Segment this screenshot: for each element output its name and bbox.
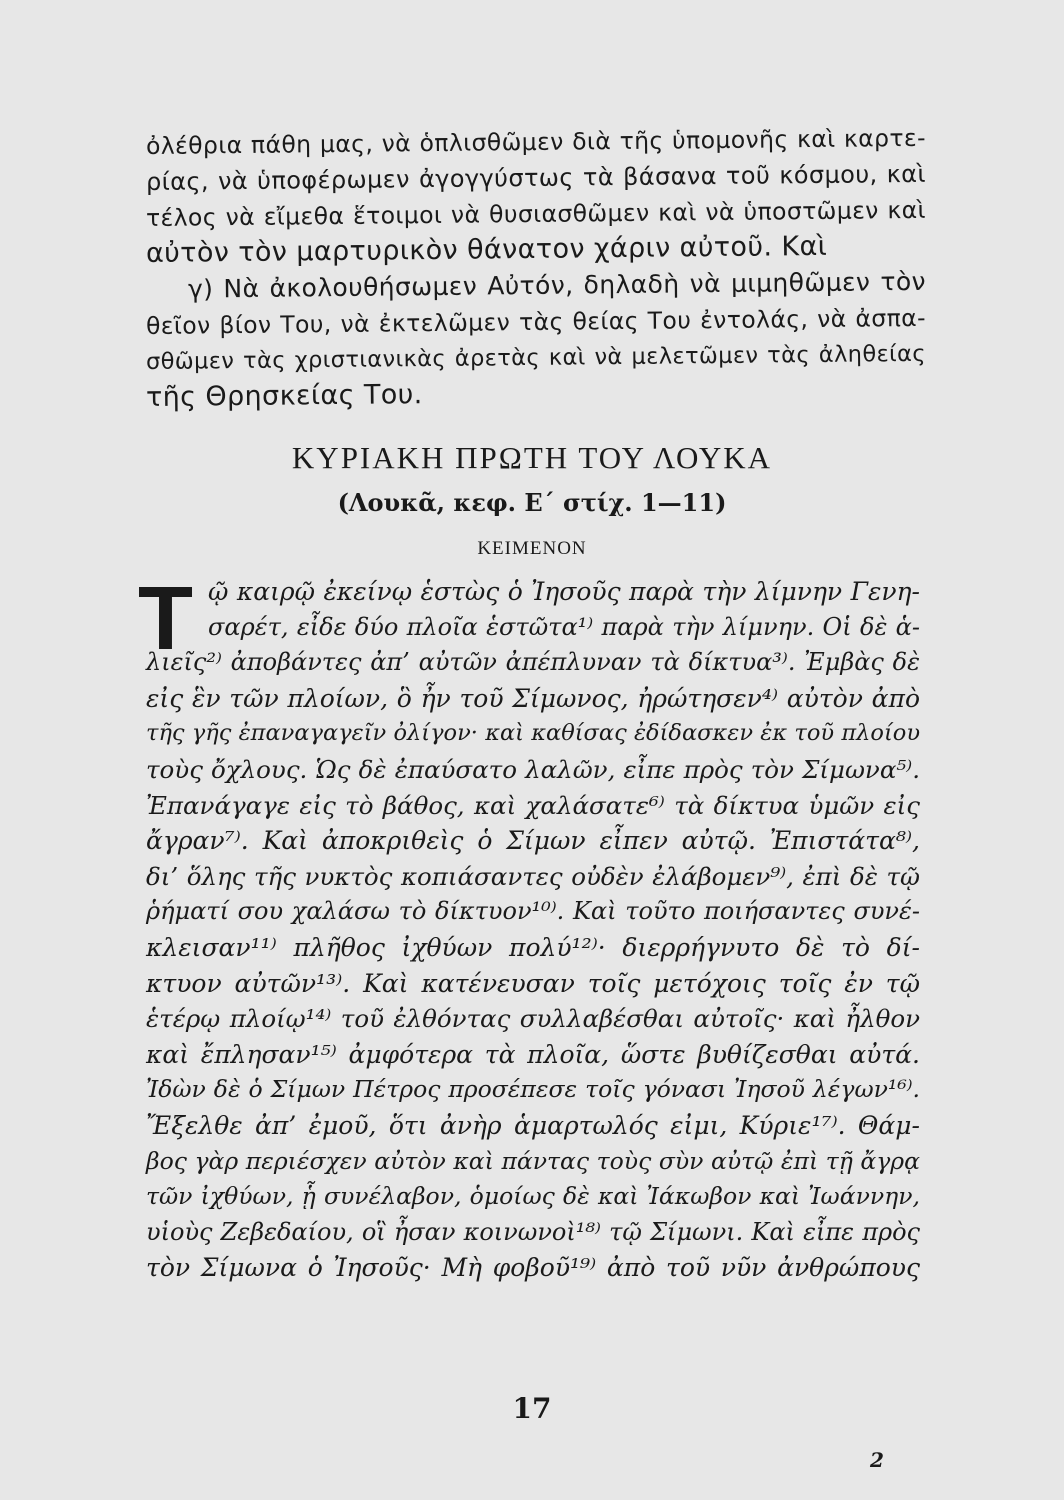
gospel-line: σαρέτ, εἶδε δύο πλοῖα ἑστῶτα¹⁾ παρὰ τὴν λίμνην. Οἱ δὲ ἁ- <box>208 612 920 641</box>
gospel-line: τῆς γῆς ἐπαναγαγεῖν ὀλίγον· καὶ καθίσας ἐδίδασκεν ἐκ τοῦ πλοίου <box>146 720 920 747</box>
gospel-line: ῥήματί σου χαλάσω τὸ δίκτυον¹⁰⁾. Καὶ τοῦτο ποιήσαντες συνέ- <box>146 897 920 926</box>
intro-line: γ) Νὰ ἀκολουθήσωμεν Αὐτόν, δηλαδὴ νὰ μιμηθῶμεν τὸν <box>187 266 927 304</box>
text-label: ΚΕΙΜΕΝΟΝ <box>477 538 587 559</box>
gospel-line: ἑτέρῳ πλοίῳ¹⁴⁾ τοῦ ἐλθόντας συλλαβέσθαι αὐτοῖς· καὶ ἦλθον <box>146 1004 920 1034</box>
gospel-line: Ἔξελθε ἀπ’ ἐμοῦ, ὅτι ἀνὴρ ἁμαρτωλός εἰμι, Κύριε¹⁷⁾. Θάμ- <box>146 1110 920 1140</box>
gospel-line: τὸν Σίμωνα ὁ Ἰησοῦς· Μὴ φοβοῦ¹⁹⁾ ἀπὸ τοῦ νῦν ἀνθρώπους <box>146 1253 920 1283</box>
gospel-line: κτυον αὐτῶν¹³⁾. Καὶ κατένευσαν τοῖς μετόχοις τοῖς ἐν τῷ <box>146 968 920 998</box>
signature-mark: 2 <box>870 1448 884 1472</box>
scripture-reference: (Λουκᾶ, κεφ. Ε΄ στίχ. 1—11) <box>337 488 727 517</box>
gospel-line: δι’ ὅλης τῆς νυκτὸς κοπιάσαντες οὐδὲν ἐλάβομεν⁹⁾, ἐπὶ δὲ τῷ <box>146 861 920 891</box>
gospel-line: τῶν ἰχθύων, ᾗ συνέλαβον, ὁμοίως δὲ καὶ Ἰάκωβον καὶ Ἰωάννην, <box>146 1182 920 1211</box>
gospel-line: υἱοὺς Ζεβεδαίου, οἳ ἦσαν κοινωνοὶ¹⁸⁾ τῷ Σίμωνι. Καὶ εἶπε πρὸς <box>146 1217 920 1246</box>
gospel-line: ῷ καιρῷ ἐκείνῳ ἑστὼς ὁ Ἰησοῦς παρὰ τὴν λίμνην Γενη- <box>208 577 920 606</box>
gospel-text <box>138 569 920 1286</box>
gospel-line: κλεισαν¹¹⁾ πλῆθος ἰχθύων πολύ¹²⁾· διερρήγνυτο δὲ τὸ δί- <box>146 932 920 962</box>
gospel-line: καὶ ἔπλησαν¹⁵⁾ ἀμφότερα τὰ πλοῖα, ὥστε βυθίζεσθαι αὐτά. <box>146 1039 920 1069</box>
gospel-line: βος γὰρ περιέσχεν αὐτὸν καὶ πάντας τοὺς σὺν αὐτῷ ἐπὶ τῇ ἄγρᾳ <box>146 1146 920 1175</box>
intro-paragraph <box>145 123 927 416</box>
gospel-line: εἰς ἓν τῶν πλοίων, ὃ ἦν τοῦ Σίμωνος, ἠρώτησεν⁴⁾ αὐτὸν ἀπὸ <box>146 683 920 713</box>
gospel-line: ἄγραν⁷⁾. Καὶ ἀποκριθεὶς ὁ Σίμων εἶπεν αὐτῷ. Ἐπιστάτα⁸⁾, <box>146 826 920 856</box>
intro-line: ὀλέθρια πάθη μας, νὰ ὁπλισθῶμεν διὰ τῆς ὑπομονῆς καὶ καρτε- <box>145 123 927 160</box>
intro-line: ρίας, νὰ ὑποφέρωμεν ἀγογγύστως τὰ βάσανα τοῦ κόσμου, καὶ <box>145 159 927 196</box>
intro-line: τῆς Θρησκείας Του. <box>145 379 423 413</box>
section-title: ΚΥΡΙΑΚΗ ΠΡΩΤΗ ΤΟΥ ΛΟΥΚΑ <box>291 440 773 475</box>
gospel-line: λιεῖς²⁾ ἀποβάντες ἀπ’ αὐτῶν ἀπέπλυναν τὰ δίκτυα³⁾. Ἐμβὰς δὲ <box>146 648 920 677</box>
drop-cap: Τ <box>138 569 193 669</box>
page-number: 17 <box>512 1392 552 1425</box>
intro-line: σθῶμεν τὰς χριστιανικὰς ἀρετὰς καὶ νὰ μελετῶμεν τὰς ἀληθείας <box>145 340 927 375</box>
intro-line: τέλος νὰ εἴμεθα ἕτοιμοι νὰ θυσιασθῶμεν καὶ νὰ ὑποστῶμεν καὶ <box>145 195 927 232</box>
intro-line: θεῖον βίον Του, νὰ ἐκτελῶμεν τὰς θείας Του ἐντολάς, νὰ ἀσπα- <box>145 303 927 340</box>
gospel-line: Ἐπανάγαγε εἰς τὸ βάθος, καὶ χαλάσατε⁶⁾ τὰ δίκτυα ὑμῶν εἰς <box>146 790 920 820</box>
gospel-line: τοὺς ὄχλους. Ὡς δὲ ἐπαύσατο λαλῶν, εἶπε πρὸς τὸν Σίμωνα⁵⁾. <box>146 754 920 784</box>
gospel-line: Ἰδὼν δὲ ὁ Σίμων Πέτρος προσέπεσε τοῖς γόνασι Ἰησοῦ λέγων¹⁶⁾. <box>146 1075 920 1104</box>
intro-line: αὐτὸν τὸν μαρτυρικὸν θάνατον χάριν αὐτοῦ. Καὶ <box>145 230 828 269</box>
